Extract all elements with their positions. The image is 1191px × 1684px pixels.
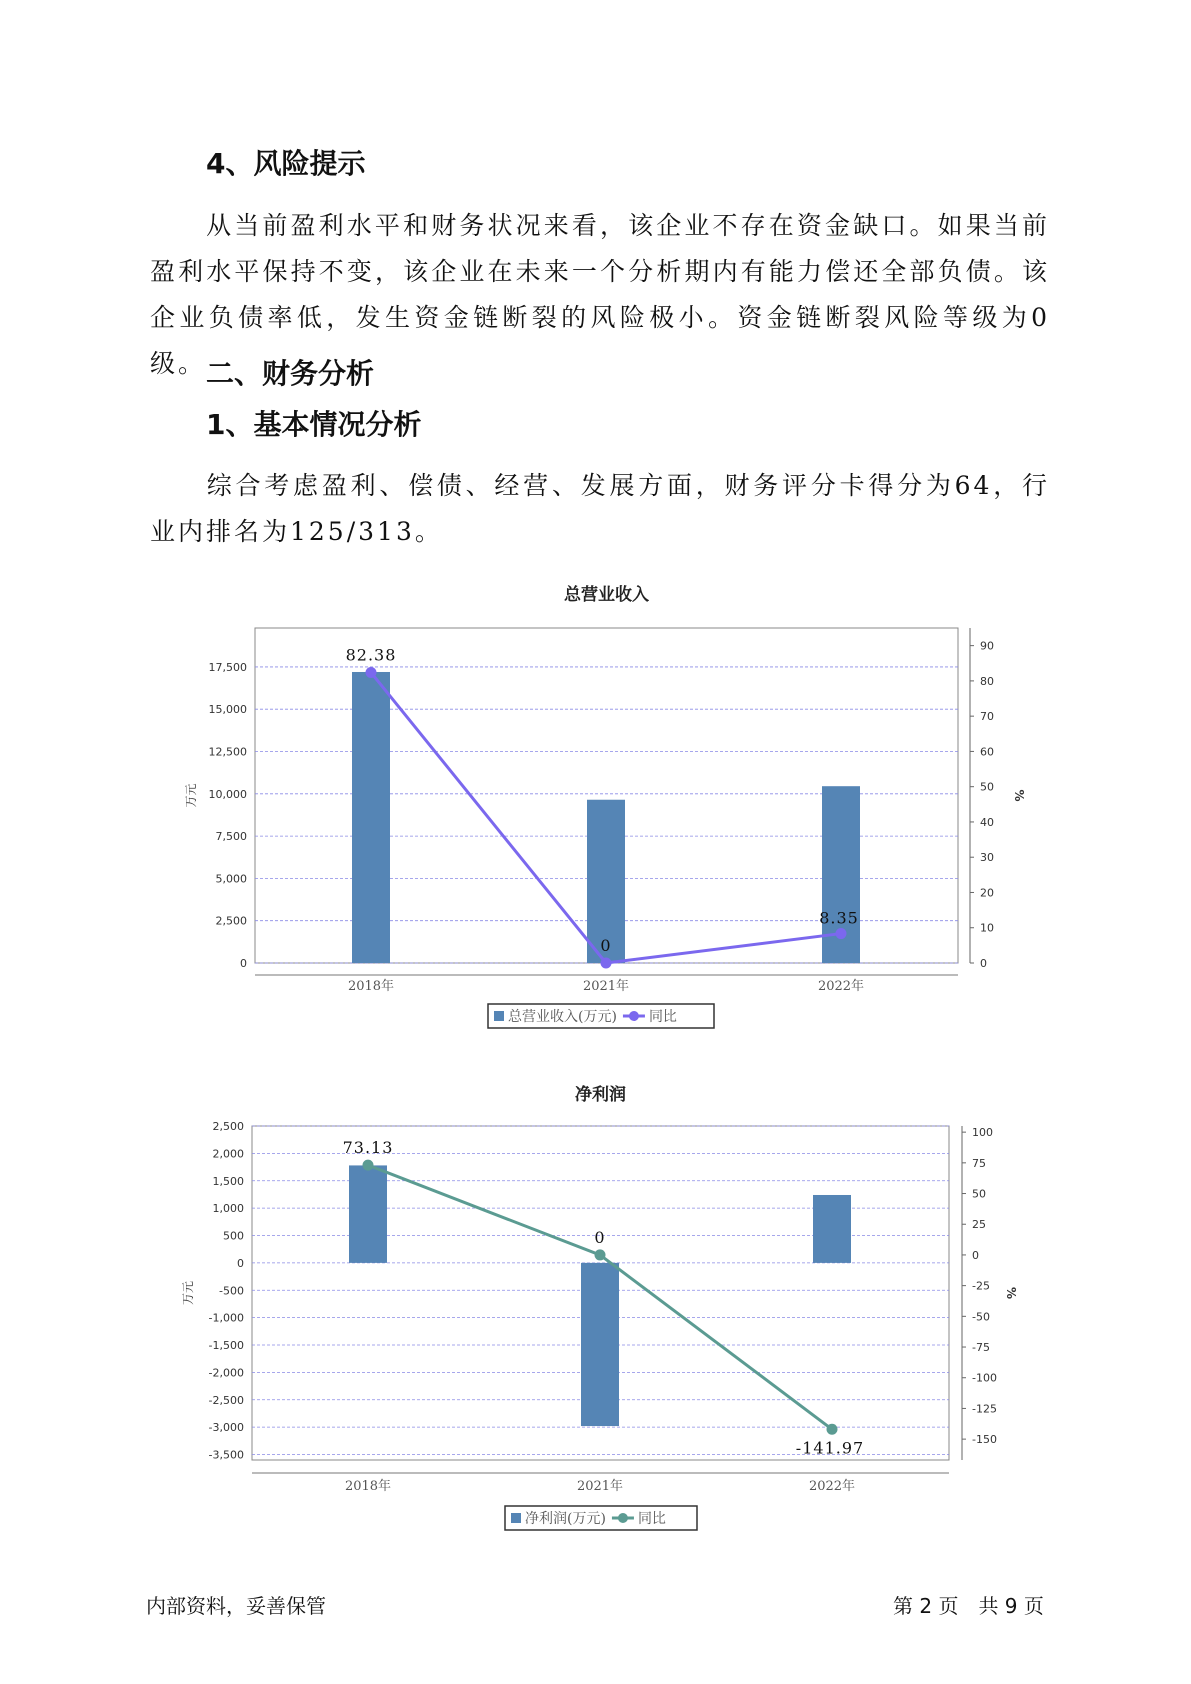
chart2-title: 净利润: [575, 1085, 626, 1105]
chart2-line-label: 73.13: [342, 1138, 394, 1158]
chart2-y2tick-label: 50: [972, 1187, 986, 1201]
chart1-ytick-label: 10,000: [208, 787, 247, 801]
paragraph-risk-text: 从当前盈利水平和财务状况来看，该企业不存在资金缺口。如果当前盈利水平保持不变，该企业在未来一个分析期内有能力偿还全部负债。该企业负债率低，发生资金链断裂的风险极小。资金链断裂风险等级为0级。: [150, 211, 1050, 378]
chart2-ytick-label: 500: [223, 1229, 244, 1243]
chart2-ytick-label: -500: [219, 1284, 244, 1298]
chart1-y2tick-label: 20: [980, 886, 994, 900]
footer-right: 第 2 页 共 9 页: [893, 1594, 1044, 1618]
chart2-y2label: %: [1004, 1286, 1018, 1300]
chart1-y2tick-label: 30: [980, 851, 994, 865]
chart2-line-point: [363, 1160, 374, 1171]
chart2-bar: [813, 1195, 851, 1263]
chart2-y2tick-label: 75: [972, 1156, 986, 1170]
chart2-y2tick-label: 100: [972, 1126, 993, 1140]
chart2-ytick-label: 1,000: [212, 1202, 244, 1216]
heading-risk: 4、风险提示: [206, 147, 366, 180]
chart2-xtick-label: 2022年: [808, 1479, 856, 1494]
chart1-line-label: 82.38: [345, 645, 397, 665]
chart1-ytick-label: 7,500: [215, 830, 247, 844]
chart2-xtick-label: 2018年: [344, 1479, 392, 1494]
chart2-xtick-label: 2021年: [576, 1479, 624, 1494]
footer-left: 内部资料，妥善保管: [146, 1594, 326, 1618]
chart1-ytick-label: 15,000: [208, 703, 247, 717]
chart1-y2tick-label: 60: [980, 745, 994, 759]
chart2-bar: [581, 1263, 619, 1426]
chart2-y2tick-label: 25: [972, 1218, 986, 1232]
chart1-legend-bar-label: 总营业收入(万元): [508, 1009, 617, 1025]
chart1-xtick-label: 2022年: [817, 979, 865, 994]
chart1-line-label: 8.35: [819, 908, 859, 928]
chart2-ytick-label: -2,000: [208, 1366, 244, 1380]
chart1-y2tick-label: 40: [980, 815, 994, 829]
chart1-ytick-label: 5,000: [215, 872, 247, 886]
chart2-bar: [349, 1165, 387, 1262]
chart1-bar: [352, 672, 390, 963]
chart1-ytick-label: 17,500: [208, 660, 247, 674]
chart2-ytick-label: 1,500: [212, 1174, 244, 1188]
heading-finance: 二、财务分析: [206, 357, 375, 390]
heading-basic-analysis: 1、基本情况分析: [206, 408, 422, 441]
chart1-ytick-label: 12,500: [208, 745, 247, 759]
chart1-line-point: [836, 928, 847, 939]
chart1-line-point: [601, 958, 612, 969]
chart1-y2tick-label: 70: [980, 710, 994, 724]
chart2-ytick-label: 2,000: [212, 1147, 244, 1161]
chart1-y2tick-label: 50: [980, 780, 994, 794]
chart1-line-label: 0: [600, 936, 612, 955]
chart2-y2tick-label: -150: [972, 1433, 997, 1447]
chart1-legend-bar-swatch: [494, 1011, 504, 1021]
chart2-line-point: [827, 1424, 838, 1435]
chart2-ytick-label: 2,500: [212, 1120, 244, 1133]
chart1-legend-line-label: 同比: [648, 1009, 677, 1025]
chart2-ytick-label: -1,000: [208, 1311, 244, 1325]
chart2-ytick-label: -1,500: [208, 1339, 244, 1353]
chart2-y2tick-label: 0: [972, 1248, 979, 1262]
chart2-y2tick-label: -50: [972, 1310, 990, 1324]
paragraph-basic-analysis-text: 综合考虑盈利、偿债、经营、发展方面，财务评分卡得分为64，行业内排名为125/313。: [150, 471, 1050, 546]
chart2-ylabel: 万元: [181, 1280, 195, 1306]
chart1-ytick-label: 0: [240, 957, 247, 970]
chart1-xtick-label: 2018年: [347, 979, 395, 994]
chart2-legend-line-marker: [618, 1513, 628, 1523]
chart2-line-label: 0: [594, 1227, 606, 1247]
chart2-line-point: [595, 1249, 606, 1260]
chart1-xtick-label: 2021年: [582, 979, 630, 994]
chart2-ytick-label: -3,000: [208, 1421, 244, 1435]
chart1-ytick-label: 2,500: [215, 914, 247, 928]
chart2-line-label: -141.97: [795, 1438, 865, 1458]
chart1-legend-line-marker: [629, 1011, 639, 1021]
chart2-y2tick-label: -125: [972, 1402, 997, 1416]
chart2-legend-bar-swatch: [511, 1513, 521, 1523]
chart2-y2tick-label: -25: [972, 1279, 990, 1293]
chart2-ytick-label: -3,500: [208, 1448, 244, 1462]
chart1-y2tick-label: 90: [980, 639, 994, 653]
chart2-ytick-label: 0: [237, 1256, 244, 1270]
chart1-y2label: %: [1012, 789, 1026, 802]
chart2-ytick-label: -2,500: [208, 1393, 244, 1407]
chart1-y2tick-label: 0: [980, 957, 987, 970]
chart2-legend-bar-label: 净利润(万元): [525, 1511, 606, 1527]
chart1-ylabel: 万元: [184, 783, 198, 808]
chart1-title: 总营业收入: [564, 585, 649, 605]
chart2-y2tick-label: -100: [972, 1371, 997, 1385]
chart2-legend-line-label: 同比: [637, 1511, 666, 1527]
chart1-y2tick-label: 10: [980, 921, 994, 935]
chart2-y2tick-label: -75: [972, 1341, 990, 1355]
chart1-line-point: [366, 667, 377, 678]
chart1-y2tick-label: 80: [980, 674, 994, 688]
